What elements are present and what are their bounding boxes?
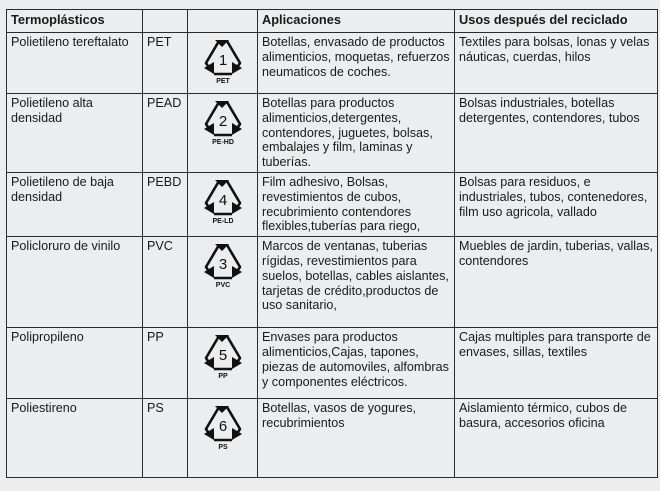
material-cell: Polietileno de baja densidad: [7, 172, 143, 236]
applications-cell: Marcos de ventanas, tuberias rígidas, revestimientos para suelos, botellas, cables aislantes, tarjetas de crédito,productos de uso sanitario,: [258, 237, 455, 328]
header-abbreviation: [143, 10, 188, 33]
resin-code: 2: [218, 113, 227, 130]
abbreviation-cell: PET: [143, 33, 188, 94]
resin-label: PS: [217, 444, 228, 452]
recycle-symbol-cell: [188, 237, 258, 328]
applications-cell: Botellas, envasado de productos alimenticios, moquetas, refuerzos neumaticos de coches.: [258, 33, 455, 94]
table-row: [7, 237, 658, 328]
applications-cell: Envases para productos alimenticios,Cajas, tapones, piezas de automoviles, alfombras y componentes eléctricos.: [258, 328, 455, 399]
recycled-uses-cell: Textiles para bolsas, lonas y velas náuticas, cuerdas, hilos: [455, 33, 658, 94]
recycled-uses-cell: Bolsas industriales, botellas detergentes, contendores, tubos: [455, 94, 658, 173]
resin-code: 5: [218, 347, 227, 365]
recycle-symbol-icon: [200, 35, 246, 85]
recycle-symbol-icon: [200, 239, 246, 289]
recycle-symbol-cell: [188, 94, 258, 173]
recycled-uses-cell: Bolsas para residuos, e industriales, tubos, contenedores, film uso agricola, vallado: [455, 172, 658, 236]
header-symbol: [188, 10, 258, 33]
header-applications: Aplicaciones: [258, 10, 455, 33]
recycled-uses-cell: Muebles de jardin, tuberias, vallas, contendores: [455, 237, 658, 328]
plastics-table-container: [6, 9, 658, 478]
table-row: [7, 172, 658, 236]
header-recycled-uses: Usos después del reciclado: [455, 10, 658, 33]
plastics-recycling-table: [6, 9, 658, 478]
table-row: [7, 94, 658, 173]
recycle-symbol-cell: [188, 328, 258, 399]
abbreviation-cell: PEBD: [143, 172, 188, 236]
resin-label: PE-LD: [212, 217, 233, 225]
abbreviation-cell: PS: [143, 399, 188, 478]
resin-label: PE-HD: [211, 139, 234, 146]
table-row: [7, 399, 658, 478]
material-cell: Poliestireno: [7, 399, 143, 478]
material-cell: Policloruro de vinilo: [7, 237, 143, 328]
material-cell: Polipropileno: [7, 328, 143, 399]
recycle-symbol-icon: [200, 401, 246, 451]
resin-label: PVC: [215, 282, 230, 290]
applications-cell: Film adhesivo, Bolsas, revestimientos de cubos, recubrimiento contendores flexibles,tuberías para riego,: [258, 172, 455, 236]
resin-code: 1: [218, 52, 227, 69]
recycle-symbol-icon: [200, 175, 246, 225]
material-cell: Polietileno alta densidad: [7, 94, 143, 173]
resin-code: 4: [218, 191, 227, 209]
recycle-symbol-icon: [200, 96, 246, 146]
recycle-symbol-cell: [188, 33, 258, 94]
recycled-uses-cell: Cajas multiples para transporte de envases, sillas, textiles: [455, 328, 658, 399]
resin-code: 6: [218, 418, 227, 436]
abbreviation-cell: PP: [143, 328, 188, 399]
resin-label: PP: [217, 373, 228, 381]
resin-code: 3: [218, 256, 227, 274]
abbreviation-cell: PEAD: [143, 94, 188, 173]
abbreviation-cell: PVC: [143, 237, 188, 328]
applications-cell: Botellas, vasos de yogures, recubrimientos: [258, 399, 455, 478]
recycled-uses-cell: Aislamiento térmico, cubos de basura, accesorios oficina: [455, 399, 658, 478]
recycle-symbol-cell: [188, 172, 258, 236]
applications-cell: Botellas para productos alimenticios,detergentes, contendores, juguetes, bolsas, embalajes y film, laminas y tuberías.: [258, 94, 455, 173]
recycle-symbol-icon: [200, 330, 246, 380]
header-material: Termoplásticos: [7, 10, 143, 33]
table-row: [7, 33, 658, 94]
resin-label: PET: [215, 78, 230, 85]
table-row: [7, 328, 658, 399]
recycle-symbol-cell: [188, 399, 258, 478]
material-cell: Polietileno tereftalato: [7, 33, 143, 94]
table-header-row: [7, 10, 658, 33]
